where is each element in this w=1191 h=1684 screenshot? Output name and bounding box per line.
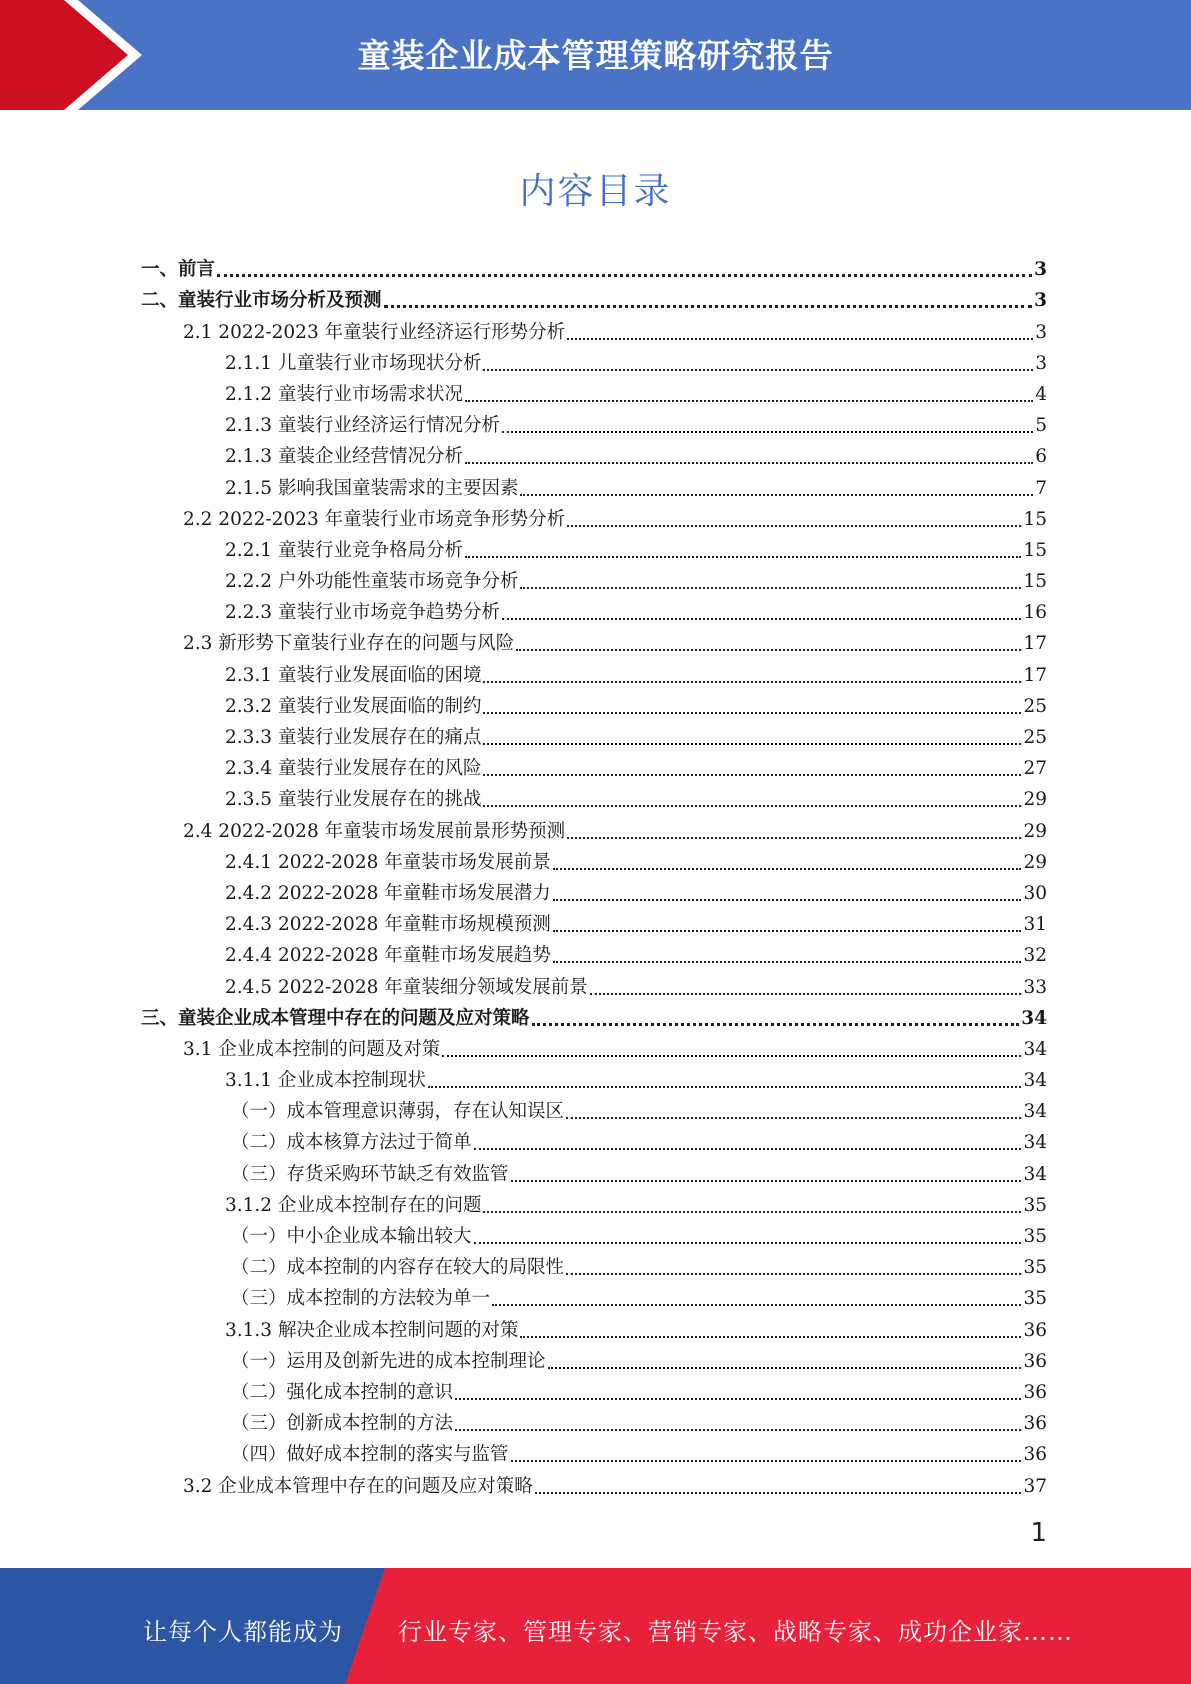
- toc-entry[interactable]: [141, 1034, 1047, 1065]
- toc-entry[interactable]: [141, 566, 1047, 597]
- footer-slogan-left: 让每个人都能成为: [143, 1618, 343, 1646]
- toc-entry[interactable]: [141, 1190, 1047, 1221]
- toc-entry-label: （三）成本控制的方法较为单一: [231, 1288, 491, 1310]
- toc-entry-label: 3.1.1 企业成本控制现状: [225, 1070, 426, 1092]
- toc-entry-page: 36: [1023, 1381, 1047, 1403]
- toc-leader-dots: [428, 1086, 1021, 1088]
- toc-entry[interactable]: [141, 815, 1047, 846]
- toc-leader-dots: [548, 1367, 1022, 1369]
- toc-leader-dots: [483, 681, 1021, 683]
- toc-leader-dots: [483, 805, 1021, 807]
- toc-entry-label: 2.4.5 2022-2028 年童装细分领域发展前景: [225, 976, 588, 998]
- toc-entry-label: 二、童装行业市场分析及预测: [141, 290, 382, 312]
- toc-entry-page: 30: [1023, 882, 1047, 904]
- toc-entry-page: 34: [1023, 1132, 1047, 1154]
- toc-leader-dots: [217, 274, 1032, 277]
- toc-entry[interactable]: [141, 1221, 1047, 1252]
- toc-entry-page: 34: [1023, 1070, 1047, 1092]
- toc-entry-page: 35: [1023, 1257, 1047, 1279]
- toc-leader-dots: [511, 1180, 1022, 1182]
- toc-entry-page: 31: [1023, 914, 1047, 936]
- toc-entry[interactable]: [141, 1283, 1047, 1314]
- toc-entry-label: 3.1.2 企业成本控制存在的问题: [225, 1194, 482, 1216]
- toc-leader-dots: [502, 618, 1021, 620]
- toc-entry-label: 2.1.2 童装行业市场需求状况: [225, 383, 463, 405]
- toc-entry-label: 2.2.3 童装行业市场竞争趋势分析: [225, 602, 500, 624]
- toc-entry[interactable]: [141, 410, 1047, 441]
- toc-entry-label: 三、童装企业成本管理中存在的问题及应对策略: [141, 1007, 530, 1029]
- toc-entry-page: 34: [1023, 1038, 1047, 1060]
- toc-leader-dots: [553, 899, 1022, 901]
- toc-leader-dots: [553, 930, 1022, 932]
- toc-entry[interactable]: [141, 504, 1047, 535]
- toc-entry[interactable]: [141, 628, 1047, 659]
- toc-entry[interactable]: [141, 1346, 1047, 1377]
- toc-entry-label: 2.4.1 2022-2028 年童装市场发展前景: [225, 851, 551, 873]
- toc-entry[interactable]: [141, 691, 1047, 722]
- toc-leader-dots: [520, 494, 1033, 496]
- toc-entry[interactable]: [141, 971, 1047, 1002]
- toc-leader-dots: [442, 1055, 1021, 1057]
- toc-entry[interactable]: [141, 753, 1047, 784]
- toc-entry-page: 34: [1023, 1101, 1047, 1123]
- toc-leader-dots: [483, 1211, 1021, 1213]
- toc-entry-page: 33: [1023, 976, 1047, 998]
- toc-entry-label: （一）成本管理意识薄弱，存在认知误区: [231, 1101, 565, 1123]
- toc-entry[interactable]: [141, 1470, 1047, 1501]
- toc-entry[interactable]: [141, 784, 1047, 815]
- toc-entry-page: 17: [1023, 633, 1047, 655]
- footer-banner: [0, 1568, 1191, 1684]
- toc-entry[interactable]: [141, 1314, 1047, 1345]
- toc-entry-label: 2.3.3 童装行业发展存在的痛点: [225, 727, 482, 748]
- toc-entry-page: 3: [1034, 259, 1047, 281]
- toc-leader-dots: [567, 525, 1021, 527]
- toc-entry-page: 15: [1023, 539, 1047, 561]
- toc-entry-page: 4: [1035, 383, 1047, 405]
- toc-entry-label: （一）运用及创新先进的成本控制理论: [231, 1350, 546, 1372]
- toc-entry-page: 29: [1023, 789, 1047, 811]
- toc-leader-dots: [455, 1398, 1021, 1400]
- toc-entry[interactable]: [141, 659, 1047, 690]
- toc-entry-page: 29: [1023, 820, 1047, 842]
- toc-entry-page: 32: [1023, 945, 1047, 967]
- header-banner: [0, 0, 1191, 110]
- toc-entry-label: （四）做好成本控制的落实与监管: [231, 1444, 509, 1466]
- toc-entry-page: 36: [1023, 1350, 1047, 1372]
- toc-leader-dots: [567, 338, 1033, 340]
- toc-entry-label: 3.1 企业成本控制的问题及对策: [183, 1038, 441, 1060]
- toc-leader-dots: [516, 649, 1021, 651]
- report-title: 童装企业成本管理策略研究报告: [357, 36, 834, 75]
- toc-leader-dots: [532, 1023, 1020, 1026]
- toc-entry-label: 2.4.2 2022-2028 年童鞋市场发展潜力: [225, 882, 551, 904]
- toc-entry-label: 2.1 2022-2023 年童装行业经济运行形势分析: [183, 321, 566, 343]
- toc-leader-dots: [483, 369, 1033, 371]
- toc-entry[interactable]: [141, 722, 1047, 753]
- toc-entry-page: 3: [1035, 321, 1047, 343]
- toc-entry[interactable]: [141, 1408, 1047, 1439]
- toc-entry-page: 16: [1023, 602, 1047, 624]
- toc-entry-label: 2.3 新形势下童装行业存在的问题与风险: [183, 633, 515, 655]
- toc-entry-page: 15: [1023, 571, 1047, 593]
- toc-entry[interactable]: [141, 348, 1047, 379]
- toc-leader-dots: [492, 1304, 1021, 1306]
- toc-leader-dots: [465, 462, 1033, 464]
- toc-entry-label: 2.1.5 影响我国童装需求的主要因素: [225, 477, 519, 499]
- toc-entry-label: 2.3.2 童装行业发展面临的制约: [225, 695, 482, 717]
- toc-entry-label: 2.1.3 童装行业经济运行情况分析: [225, 415, 500, 437]
- toc-entry-label: 2.1.3 童装企业经营情况分析: [225, 446, 463, 468]
- toc-leader-dots: [520, 1336, 1021, 1338]
- toc-entry[interactable]: [141, 441, 1047, 472]
- toc-entry-page: 36: [1023, 1444, 1047, 1466]
- toc-leader-dots: [590, 993, 1022, 995]
- page-number: 1: [1030, 1518, 1047, 1548]
- toc-entry-label: （二）成本控制的内容存在较大的局限性: [231, 1257, 565, 1279]
- toc-entry-page: 15: [1023, 508, 1047, 530]
- toc-entry-page: 25: [1023, 695, 1047, 717]
- toc-leader-dots: [566, 1273, 1021, 1275]
- toc-leader-dots: [474, 1242, 1022, 1244]
- toc-entry-page: 36: [1023, 1319, 1047, 1341]
- toc-entry[interactable]: [141, 254, 1047, 285]
- toc-entry-page: 37: [1023, 1475, 1047, 1497]
- toc-entry-label: 2.3.4 童装行业发展存在的风险: [225, 758, 482, 780]
- toc-entry[interactable]: [141, 597, 1047, 628]
- toc-entry[interactable]: [141, 1003, 1047, 1034]
- toc-entry[interactable]: [141, 1439, 1047, 1470]
- toc-leader-dots: [502, 431, 1033, 433]
- toc-entry-page: 3: [1034, 290, 1047, 312]
- toc-leader-dots: [567, 837, 1021, 839]
- toc-leader-dots: [483, 712, 1021, 714]
- toc-entry-label: （三）存货采购环节缺乏有效监管: [231, 1163, 509, 1185]
- toc-entry-label: 一、前言: [141, 259, 216, 281]
- toc-entry-label: 3.1.3 解决企业成本控制问题的对策: [225, 1319, 519, 1341]
- toc-leader-dots: [535, 1492, 1022, 1494]
- toc-entry[interactable]: [141, 316, 1047, 347]
- toc-entry[interactable]: [141, 847, 1047, 878]
- toc-entry-page: 34: [1023, 1163, 1047, 1185]
- toc-entry-label: 2.2 2022-2023 年童装行业市场竞争形势分析: [183, 508, 566, 530]
- toc-leader-dots: [520, 587, 1021, 589]
- toc-entry-page: 35: [1023, 1288, 1047, 1310]
- toc-entry-page: 35: [1023, 1226, 1047, 1247]
- toc-entry-label: （二）成本核算方法过于简单: [231, 1132, 472, 1154]
- toc-leader-dots: [483, 743, 1021, 745]
- toc-entry[interactable]: [141, 285, 1047, 316]
- toc-entry-page: 29: [1023, 851, 1047, 873]
- toc-entry[interactable]: [141, 472, 1047, 503]
- toc-entry-page: 25: [1023, 727, 1047, 748]
- toc-entry-label: 2.4 2022-2028 年童装市场发展前景形势预测: [183, 820, 566, 842]
- toc-leader-dots: [553, 961, 1022, 963]
- toc-entry-label: 3.2 企业成本管理中存在的问题及应对策略: [183, 1475, 533, 1497]
- toc-heading: 内容目录: [519, 171, 672, 212]
- toc-entry-page: 17: [1023, 664, 1047, 686]
- toc-entry-page: 35: [1023, 1194, 1047, 1216]
- toc-entry-page: 6: [1035, 446, 1047, 468]
- toc-leader-dots: [384, 305, 1033, 308]
- toc-leader-dots: [566, 1117, 1021, 1119]
- table-of-contents: [141, 254, 1047, 1502]
- toc-entry-label: 2.4.4 2022-2028 年童鞋市场发展趋势: [225, 945, 551, 967]
- toc-leader-dots: [455, 1429, 1021, 1431]
- toc-leader-dots: [553, 868, 1022, 870]
- toc-leader-dots: [511, 1460, 1022, 1462]
- toc-entry-page: 3: [1035, 352, 1047, 374]
- toc-entry-label: （三）创新成本控制的方法: [231, 1413, 454, 1435]
- toc-leader-dots: [465, 400, 1033, 402]
- toc-leader-dots: [483, 774, 1021, 776]
- toc-entry-label: （一）中小企业成本输出较大: [231, 1226, 472, 1247]
- toc-entry-label: 2.2.1 童装行业竞争格局分析: [225, 539, 463, 561]
- toc-entry-page: 5: [1035, 415, 1047, 437]
- toc-entry-page: 36: [1023, 1413, 1047, 1435]
- toc-entry-label: 2.3.5 童装行业发展存在的挑战: [225, 789, 482, 811]
- toc-entry-page: 7: [1035, 477, 1047, 499]
- toc-entry-label: 2.2.2 户外功能性童装市场竞争分析: [225, 571, 519, 593]
- toc-entry-label: （二）强化成本控制的意识: [231, 1381, 454, 1403]
- toc-entry[interactable]: [141, 1096, 1047, 1127]
- toc-entry[interactable]: [141, 909, 1047, 940]
- toc-entry[interactable]: [141, 535, 1047, 566]
- toc-entry-label: 2.4.3 2022-2028 年童鞋市场规模预测: [225, 914, 551, 936]
- toc-entry[interactable]: [141, 1065, 1047, 1096]
- toc-entry[interactable]: [141, 940, 1047, 971]
- toc-entry[interactable]: [141, 1252, 1047, 1283]
- toc-entry[interactable]: [141, 379, 1047, 410]
- toc-entry-page: 27: [1023, 758, 1047, 780]
- toc-entry[interactable]: [141, 878, 1047, 909]
- toc-entry[interactable]: [141, 1377, 1047, 1408]
- toc-entry-page: 34: [1021, 1007, 1047, 1029]
- footer-slogan-right: 行业专家、管理专家、营销专家、战略专家、成功企业家……: [398, 1618, 1073, 1646]
- toc-entry-label: 2.3.1 童装行业发展面临的困境: [225, 664, 482, 686]
- toc-entry-label: 2.1.1 儿童装行业市场现状分析: [225, 352, 482, 374]
- toc-entry[interactable]: [141, 1127, 1047, 1158]
- toc-leader-dots: [474, 1148, 1022, 1150]
- toc-entry[interactable]: [141, 1158, 1047, 1189]
- toc-leader-dots: [465, 556, 1021, 558]
